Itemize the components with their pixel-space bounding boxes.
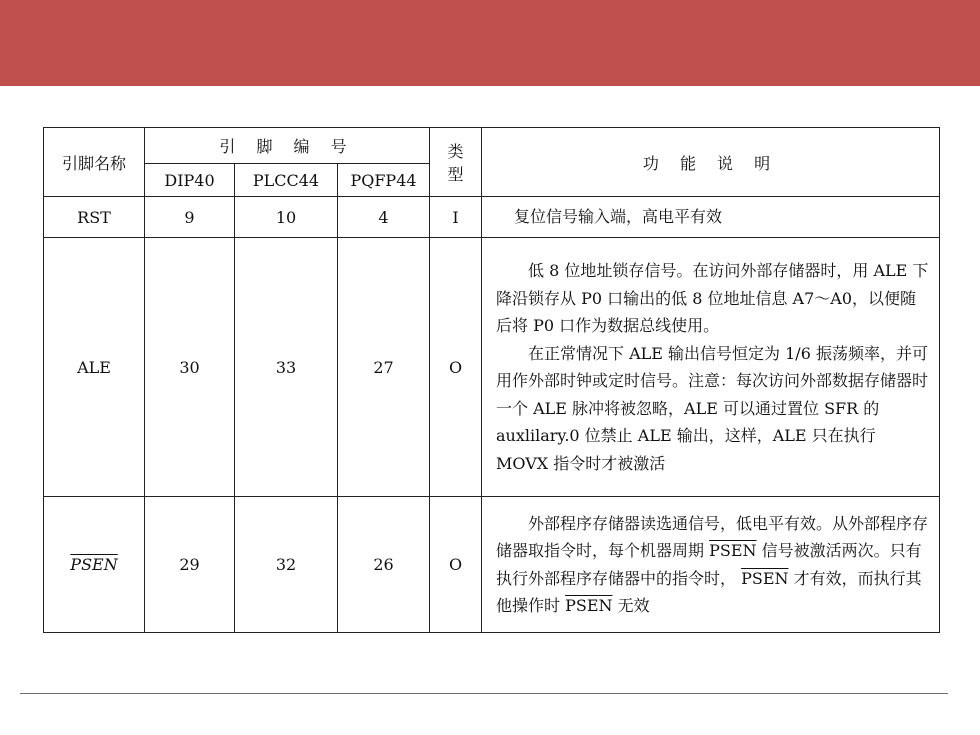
header-type-line1: 类 xyxy=(447,142,464,161)
table-row-rst xyxy=(44,197,940,238)
plcc44-cell: 10 xyxy=(235,197,338,238)
description-paragraph: 在正常情况下 ALE 输出信号恒定为 1/6 振荡频率，并可用作外部时钟或定时信号。注意：每次访问外部数据存储器时一个 ALE 脉冲将被忽略，ALE 可以通过置位 SFR 的 auxlilary.0 位禁止 ALE 输出，这样，ALE 只在执行 MOVX 指令时才被激活 xyxy=(496,343,929,473)
dip40-cell: 29 xyxy=(145,497,235,633)
footer-divider xyxy=(20,693,948,694)
pin-function-table xyxy=(43,127,940,633)
header-function: 功 能 说 明 xyxy=(482,128,940,197)
pin-name-psen: PSEN xyxy=(70,555,118,574)
pin-name-cell xyxy=(44,497,145,633)
psen-signal: PSEN xyxy=(565,596,613,615)
header-dip40: DIP40 xyxy=(145,164,235,197)
type-cell: I xyxy=(430,197,482,238)
header-pin-number: 引 脚 编 号 xyxy=(145,128,430,164)
header-pqfp44: PQFP44 xyxy=(338,164,430,197)
table-row-ale xyxy=(44,238,940,497)
description-cell: 复位信号输入端，高电平有效 xyxy=(482,197,940,238)
pqfp44-cell: 4 xyxy=(338,197,430,238)
pqfp44-cell: 26 xyxy=(338,497,430,633)
description-text: 外部程序存储器读选通信号，低电平有效。从外部程序存储器取指令时，每个机器周期 xyxy=(496,513,929,560)
description-paragraph xyxy=(496,510,931,620)
pin-name-cell: ALE xyxy=(44,238,145,497)
header-type xyxy=(430,128,482,197)
dip40-cell: 9 xyxy=(145,197,235,238)
description-text: 无效 xyxy=(612,596,650,615)
description-cell xyxy=(482,497,940,633)
pin-name-cell: RST xyxy=(44,197,145,238)
plcc44-cell: 32 xyxy=(235,497,338,633)
pqfp44-cell: 27 xyxy=(338,238,430,497)
header-type-line2: 型 xyxy=(447,165,464,184)
description-text: 才有效，而执行其他操作时 xyxy=(496,568,922,615)
type-cell: O xyxy=(430,238,482,497)
description-cell xyxy=(482,238,940,497)
header-pin-name: 引脚名称 xyxy=(44,128,145,197)
type-cell: O xyxy=(430,497,482,633)
description-paragraph: 低 8 位地址锁存信号。在访问外部存储器时，用 ALE 下降沿锁存从 P0 口输出的低 8 位地址信息 A7～A0，以便随后将 P0 口作为数据总线使用。 xyxy=(496,261,929,335)
table-row-psen xyxy=(44,497,940,633)
psen-signal: PSEN xyxy=(709,541,757,560)
description-text: 信号被激活两次。只有执行外部程序存储器中的指令时， xyxy=(496,541,922,588)
dip40-cell: 30 xyxy=(145,238,235,497)
header-plcc44: PLCC44 xyxy=(235,164,338,197)
plcc44-cell: 33 xyxy=(235,238,338,497)
header-banner xyxy=(0,0,980,86)
psen-signal: PSEN xyxy=(741,568,789,588)
